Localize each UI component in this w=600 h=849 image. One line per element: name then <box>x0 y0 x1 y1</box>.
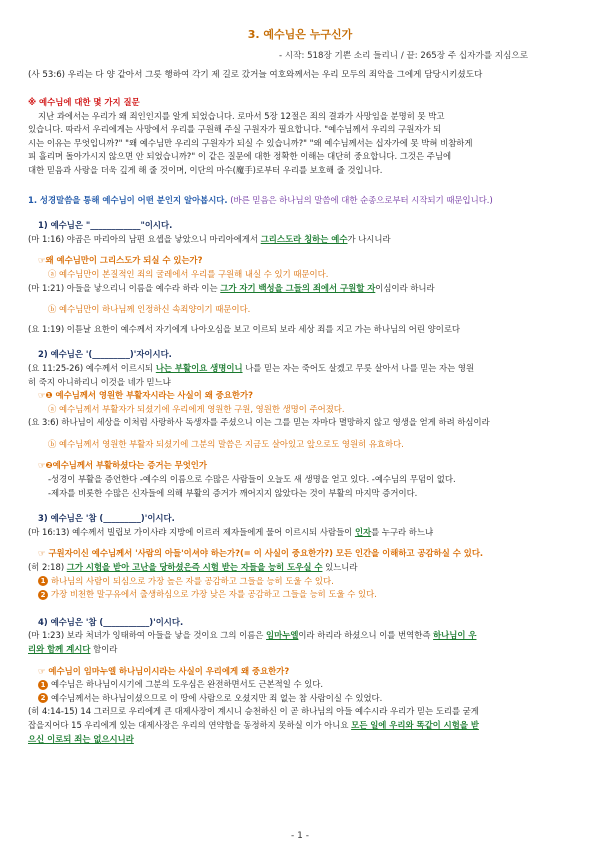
answer-item: ⓑ 예수님만이 하나님께 인정하신 속죄양이기 때문이다. <box>48 304 251 315</box>
verse-line: (요 11:25-26) 예수께서 이르시되 나는 부활이요 생명이니 나를 믿는 자는 죽어도 살겠고 무릇 살아서 나를 믿는 자는 영원 <box>28 362 475 373</box>
question-4-heading: 4) 예수님은 '참 (___________)'이시다. <box>38 616 184 627</box>
verse-line <box>28 733 572 747</box>
answer-item: 2 예수님께서는 하나님이셨으므로 이 땅에 사람으로 오셨지만 죄 없는 참 사람이실 수 있었다. <box>28 692 572 706</box>
intro-line: 피 흘리며 돌아가시지 않으면 안 되었습니까?" 이 같은 질문에 대한 정확한 이해는 대단히 중요합니다. 그것은 주님에 <box>28 151 452 162</box>
number-2-icon: 2 <box>38 693 48 703</box>
opening-verse: (사 53:6) 우리는 다 양 같아서 그릇 행하여 각기 제 길로 갔거늘 여호와께서는 우리 모두의 죄악을 그에게 담당시키셨도다 <box>28 70 483 80</box>
question-2-heading: 2) 예수님은 '(_________)'자이시다. <box>38 349 172 360</box>
verse-line: (마 16:13) 예수께서 빌립보 가이사랴 지방에 이르러 제자들에게 물어 이르시되 사람들이 인자를 누구라 하느냐 <box>28 526 434 537</box>
verse-line: 리와 함께 계시다 함이라 <box>28 644 118 654</box>
verse-line: (마 1:16) 야곱은 마리아의 남편 요셉을 낳았으니 마리아에게서 그리스도라 칭하는 예수가 나시니라 <box>28 233 391 244</box>
verse-line: (마 1:23) 보라 처녀가 잉태하여 아들을 낳을 것이요 그의 이름은 임마누엘이라 하리라 하셨으니 이를 번역한즉 하나님이 우 <box>28 630 477 641</box>
intro-line: 있습니다. 따라서 우리에게는 사망에서 우리를 구원해 주실 구원자가 필요합니다. "예수님께서 우리의 구원자가 되 <box>28 124 442 135</box>
sub-question: ☞ 예수님이 임마누엘 하나님이시라는 사실이 우리에게 왜 중요한가? <box>38 665 290 676</box>
verse-line: (요 1:19) 이튿날 요한이 예수께서 자기에게 나아오심을 보고 이르되 보라 세상 죄를 지고 가는 하나님의 어린 양이로다 <box>28 323 460 334</box>
sub-question: ☞ 구원자이신 예수님께서 '사람의 아들'이셔야 하는가?(= 이 사실이 중요한가?) 모든 인간을 이해하고 공감하실 수 있다. <box>38 548 484 559</box>
answer-item: ⓑ 예수님께서 영원한 부활자 되셨기에 그분의 말씀은 지금도 살아있고 앞으로도 영원히 유효하다. <box>48 438 404 449</box>
verse-highlight: 하나님이 우 <box>433 630 477 641</box>
intro-line: 대한 믿음과 사랑을 더욱 깊게 해 줄 것이며, 이단의 마수(魔手)로부터 우리를 보호해 줄 것입니다. <box>28 164 383 175</box>
page-number: - 1 - <box>291 831 309 841</box>
intro-heading: ※ 예수님에 대한 몇 가지 질문 <box>28 97 140 107</box>
sub-question: ☞❷예수님께서 부활하셨다는 증거는 무엇인가 <box>38 460 207 471</box>
verse-highlight: 리와 함께 계시다 <box>28 644 91 654</box>
answer-item: 1 예수님은 하나님이시기에 그분의 도우심은 완전하면서도 근본적일 수 있다. <box>28 678 572 692</box>
hymn-subtitle: - 시작: 518장 기쁜 소리 들리니 / 끝: 265장 주 십자가를 지심으로 <box>279 51 528 61</box>
sub-question: ☞왜 예수님만이 그리스도가 되실 수 있는가? <box>38 255 203 266</box>
verse-highlight: 으신 이로되 죄는 없으시니라 <box>28 733 134 744</box>
answer-item: 1 하나님의 사람이 되심으로 가장 높은 자를 공감하고 그들을 능히 도울 수 있다. <box>28 575 572 589</box>
section-heading-note: (바른 믿음은 하나님의 말씀에 대한 순종으로부터 시작되기 때문입니다.) <box>230 194 493 205</box>
page-title: 3. 예수님은 누구신가 <box>247 28 353 41</box>
verse-highlight: 그가 자기 백성을 그들의 죄에서 구원할 자 <box>220 282 376 293</box>
verse-line: (히 4:14-15) 14 그러므로 우리에게 큰 대제사장이 계시니 승천하신 이 곧 하나님의 아들 예수시라 우리가 믿는 도리를 굳게 <box>28 706 479 717</box>
answer-item: 2 가장 비천한 말구유에서 출생하심으로 가장 낮은 자를 공감하고 그들을 능히 도울 수 있다. <box>28 588 572 602</box>
question-3-heading: 3) 예수님은 '참 (_________)'이시다. <box>38 513 175 524</box>
verse-line: (마 1:21) 아들을 낳으리니 이름을 예수라 하라 이는 그가 자기 백성을 그들의 죄에서 구원할 자이심이라 하니라 <box>28 282 435 293</box>
number-2-icon: 2 <box>38 590 48 600</box>
section-1-heading <box>28 194 572 208</box>
verse-highlight: 그리스도라 칭하는 예수 <box>260 233 348 244</box>
intro-line: 지난 과에서는 우리가 왜 죄인인지를 알게 되었습니다. 로마서 5장 12절은 죄의 결과가 사망임을 분명히 못 박고 <box>38 110 445 121</box>
evidence-line: -제자를 비롯한 수많은 신자들에 의해 부활의 증거가 깨어지지 않았다는 것이 부활의 마지막 증거이다. <box>48 487 418 498</box>
verse-highlight: 나는 부활이요 생명이니 <box>155 362 243 373</box>
number-1-icon: 1 <box>38 680 48 690</box>
verse-highlight: 모든 일에 우리와 똑같이 시험을 받 <box>351 719 479 730</box>
verse-highlight: 인자 <box>354 526 372 537</box>
question-1-heading: 1) 예수님은 "____________"이시다. <box>38 220 173 231</box>
number-1-icon: 1 <box>38 576 48 586</box>
intro-line: 시는 이유는 무엇입니까?" "왜 예수님만 우리의 구원자가 되실 수 있습니까?" "왜 예수님께서는 십자가에 못 박혀 비참하게 <box>28 137 473 148</box>
verse-highlight: 임마누엘 <box>266 630 299 641</box>
answer-item: ⓐ 예수님께서 부활자가 되셨기에 우리에게 영원한 구원, 영원한 생명이 주어졌다. <box>48 403 345 414</box>
verse-line: (히 2:18) 그가 시험을 받아 고난을 당하셨은즉 시험 받는 자들을 능히 도우실 수 있느니라 <box>28 562 358 573</box>
verse-highlight: 그가 시험을 받아 고난을 당하셨은즉 시험 받는 자들을 능히 도우실 수 <box>66 562 323 573</box>
verse-line: 잡을지어다 15 우리에게 있는 대제사장은 우리의 연약함을 동정하지 못하실 이가 아니요 모든 일에 우리와 똑같이 시험을 받 <box>28 719 479 730</box>
verse-line: (요 3:6) 하나님이 세상을 이처럼 사랑하사 독생자를 주셨으니 이는 그를 믿는 자마다 멸망하지 않고 영생을 얻게 하려 하심이라 <box>28 417 490 428</box>
verse-line: 히 죽지 아니하리니 이것을 네가 믿느냐 <box>28 376 171 387</box>
section-heading-text: 1. 성경말씀을 통해 예수님이 어떤 분인지 알아봅시다. <box>28 194 228 205</box>
sub-question: ☞❶ 예수님께서 영원한 부활자시라는 사실이 왜 중요한가? <box>38 390 253 401</box>
evidence-line: -성경이 부활을 증언한다 -예수의 이름으로 수많은 사람들이 오늘도 새 생명을 얻고 있다. -예수님의 무덤이 없다. <box>48 474 456 485</box>
answer-item: ⓐ 예수님만이 본질적인 죄의 굴레에서 우리를 구원해 내실 수 있기 때문이다. <box>48 268 329 279</box>
